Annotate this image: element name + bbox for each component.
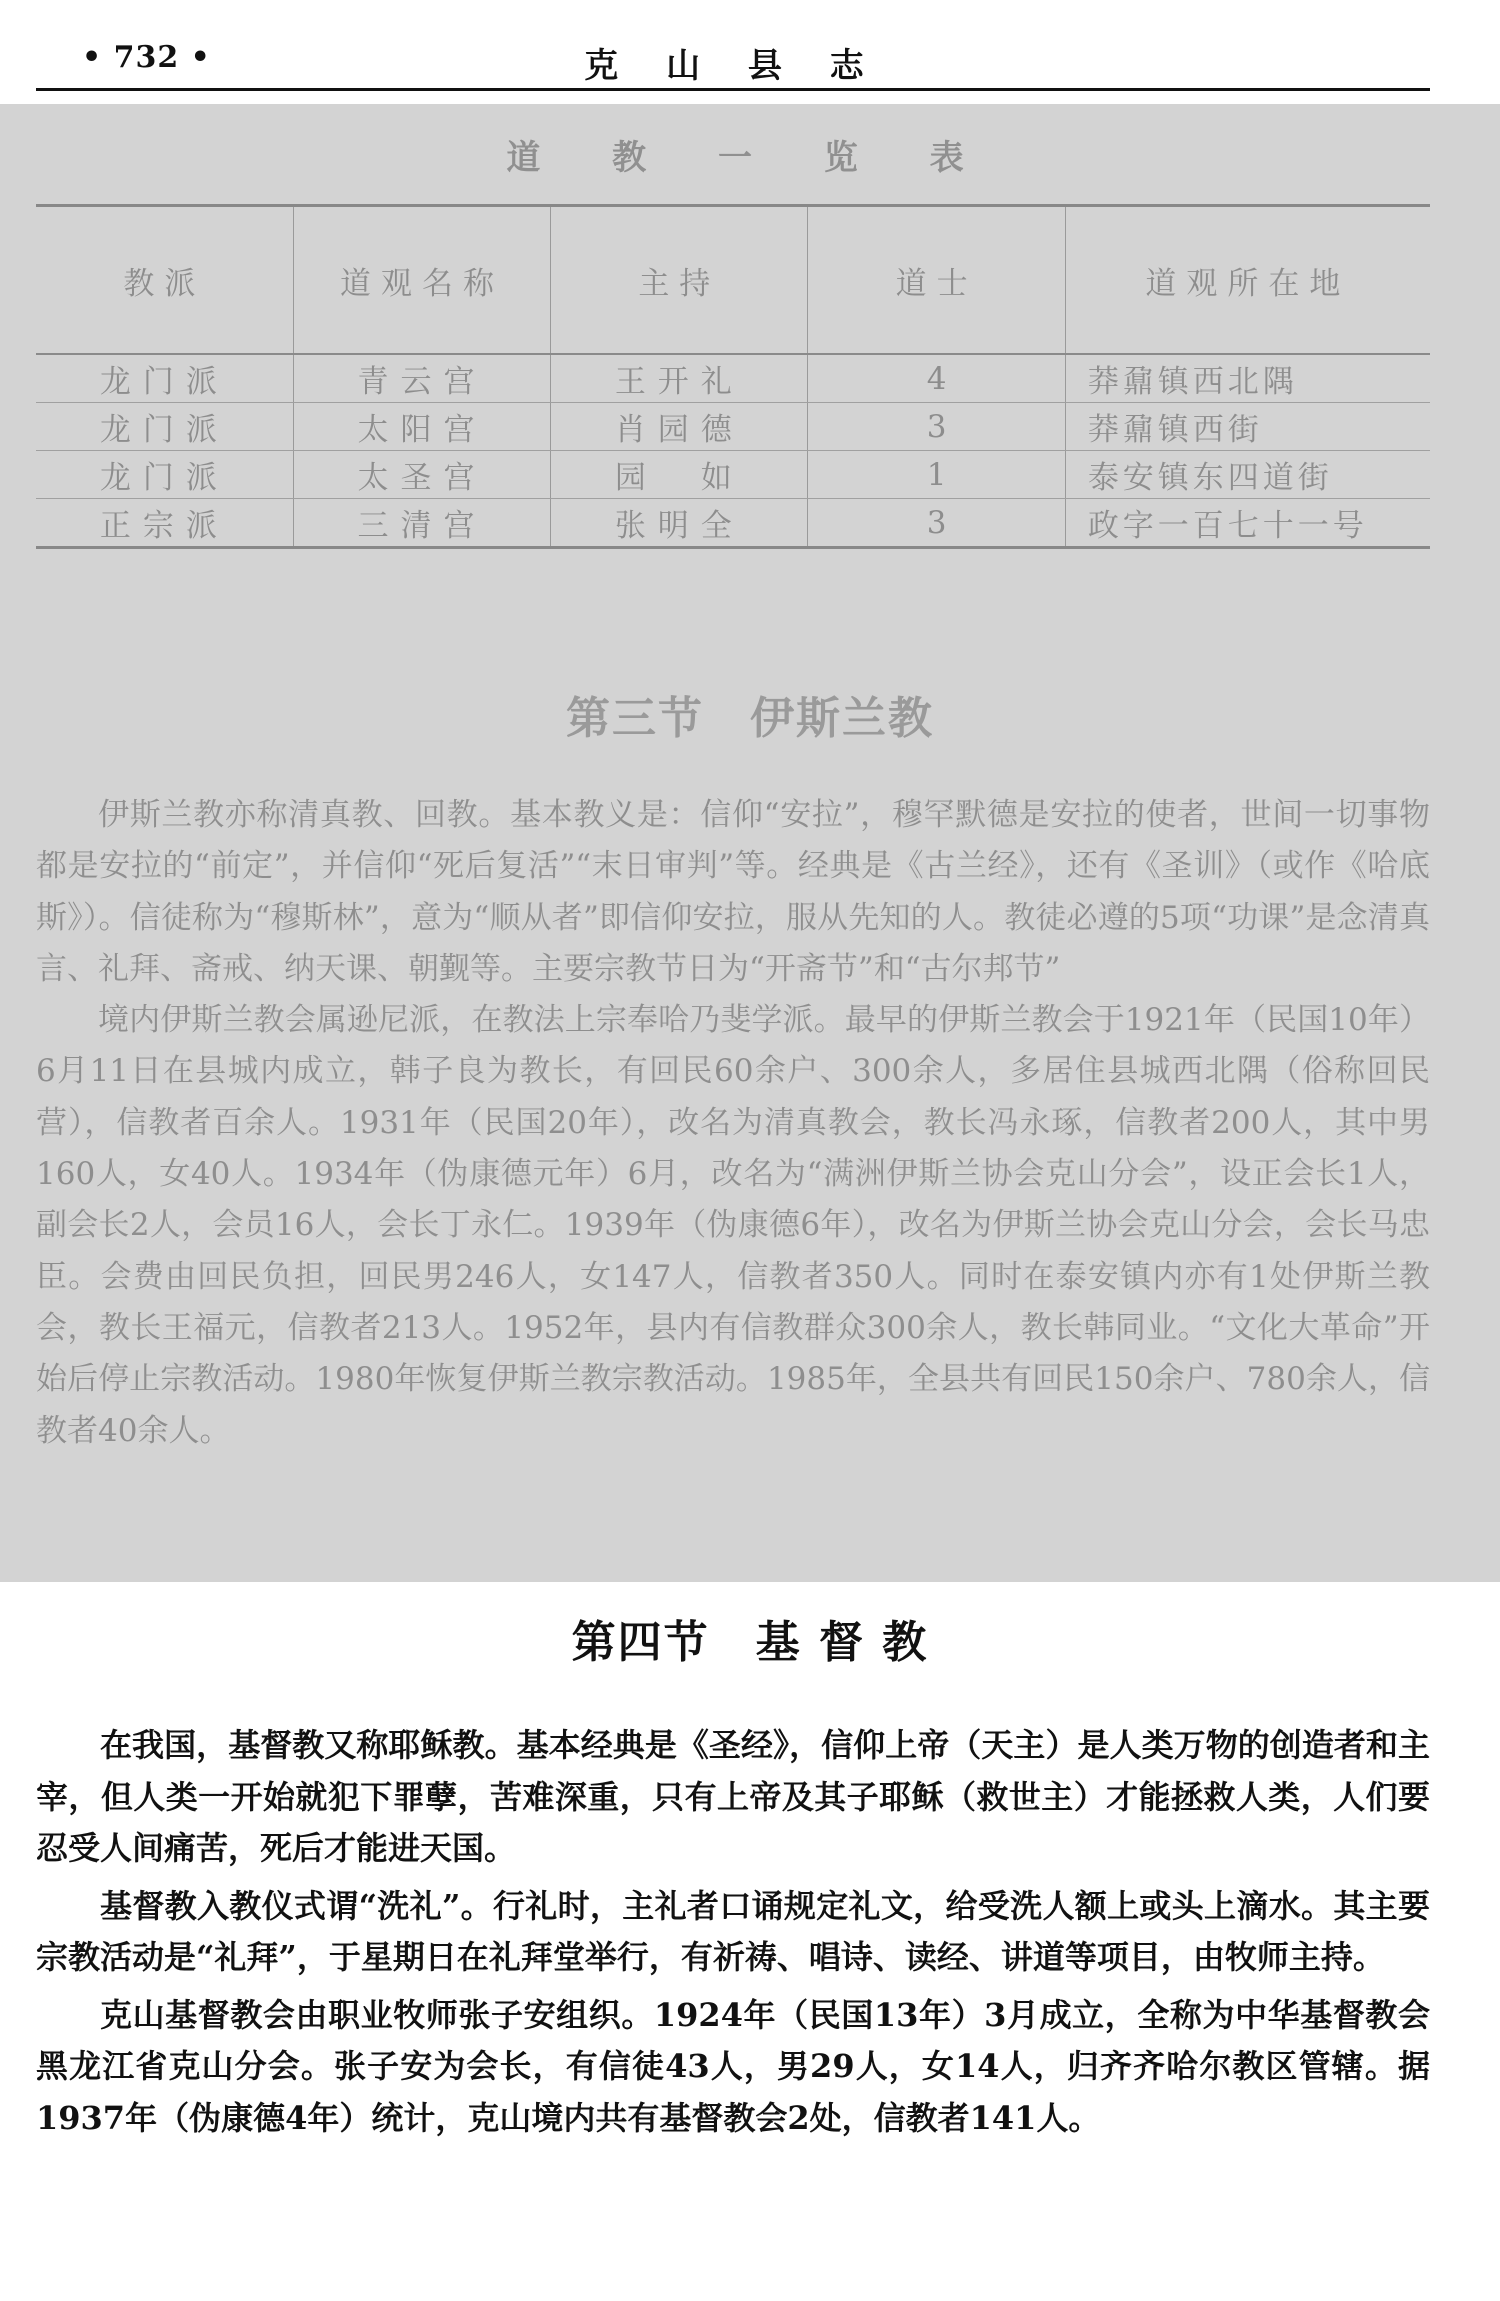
paragraph: 在我国，基督教又称耶稣教。基本经典是《圣经》，信仰上帝（天主）是人类万物的创造者和主宰，但人类一开始就犯下罪孽，苦难深重，只有上帝及其子耶稣（救世主）才能拯救人类，人们要忍受人间痛苦，死后才能进天国。: [36, 1726, 1430, 1867]
cell-host: 园 如: [551, 451, 808, 499]
cell-temple: 三清宫: [293, 499, 550, 548]
header-rule: [36, 88, 1430, 91]
cell-sect: 龙门派: [36, 354, 293, 403]
cell-location: 政字一百七十一号: [1065, 499, 1430, 548]
table-title: 道 教 一 览 表: [506, 138, 994, 178]
section-body-islam: [36, 790, 1430, 1457]
section-body-christianity: [36, 1720, 1430, 2150]
column-header-location: 道观所在地: [1065, 206, 1430, 355]
cell-sect: 龙门派: [36, 451, 293, 499]
column-header-priests: 道士: [808, 206, 1065, 355]
book-title: 克 山 县 志: [584, 46, 882, 86]
column-header-host: 主持: [551, 206, 808, 355]
table-header-row: [36, 206, 1430, 355]
taoism-table: [36, 204, 1430, 549]
cell-temple: 太圣宫: [293, 451, 550, 499]
section-title-christianity: 第四节 基 督 教: [571, 1617, 929, 1668]
cell-location: 莽鼐镇西北隅: [1065, 354, 1430, 403]
paragraph: 克山基督教会由职业牧师张子安组织。1924年（民国13年）3月成立，全称为中华基督教会黑龙江省克山分会。张子安为会长，有信徒43人，男29人，女14人，归齐齐哈尔教区管辖。据1937年（伪康德4年）统计，克山境内共有基督教会2处，信教者141人。: [36, 1995, 1430, 2137]
table-row: [36, 499, 1430, 548]
cell-priests: 3: [808, 403, 1065, 451]
column-header-sect: 教派: [36, 206, 293, 355]
cell-priests: 3: [808, 499, 1065, 548]
table-row: [36, 451, 1430, 499]
cell-sect: 龙门派: [36, 403, 293, 451]
section-title-islam: 第三节 伊斯兰教: [566, 693, 934, 744]
column-header-temple: 道观名称: [293, 206, 550, 355]
shaded-region: [0, 104, 1500, 1582]
cell-host: 张明全: [551, 499, 808, 548]
cell-sect: 正宗派: [99, 508, 229, 544]
cell-location: 泰安镇东四道街: [1065, 451, 1430, 499]
cell-priests: 1: [808, 451, 1065, 499]
page-number: • 732 •: [82, 40, 211, 75]
cell-location: 莽鼐镇西街: [1065, 403, 1430, 451]
cell-host: 王开礼: [551, 354, 808, 403]
paragraph: 伊斯兰教亦称清真教、回教。基本教义是：信仰“安拉”，穆罕默德是安拉的使者，世间一切事物都是安拉的“前定”，并信仰“死后复活”“末日审判”等。经典是《古兰经》，还有《圣训》（或作《哈底斯》）。信徒称为“穆斯林”，意为“顺从者”即信仰安拉，服从先知的人。教徒必遵的5项“功课”是念清真言、礼拜、斋戒、纳天课、朝觐等。主要宗教节日为“开斋节”和“古尔邦节”: [36, 797, 1430, 987]
page-header: [36, 30, 1430, 90]
table-row: [36, 403, 1430, 451]
cell-temple: 青云宫: [293, 354, 550, 403]
paragraph: 基督教入教仪式谓“洗礼”。行礼时，主礼者口诵规定礼文，给受洗人额上或头上滴水。其主要宗教活动是“礼拜”，于星期日在礼拜堂举行，有祈祷、唱诗、读经、讲道等项目，由牧师主持。: [36, 1886, 1430, 1976]
cell-temple: 太阳宫: [293, 403, 550, 451]
cell-host: 肖园德: [551, 403, 808, 451]
table-row: [36, 354, 1430, 403]
paragraph: 境内伊斯兰教会属逊尼派，在教法上宗奉哈乃斐学派。最早的伊斯兰教会于1921年（民国10年）6月11日在县城内成立，韩子良为教长，有回民60余户、300余人，多居住县城西北隅（俗称回民营），信教者百余人。1931年（民国20年），改名为清真教会，教长冯永琢，信教者200人，其中男160人，女40人。1934年（伪康德元年）6月，改名为“满洲伊斯兰协会克山分会”，设正会长1人，副会长2人，会员16人，会长丁永仁。1939年（伪康德6年），改名为伊斯兰协会克山分会，会长马忠臣。会费由回民负担，回民男246人，女147人，信教者350人。同时在泰安镇内亦有1处伊斯兰教会，教长王福元，信教者213人。1952年，县内有信教群众300余人，教长韩同业。“文化大革命”开始后停止宗教活动。1980年恢复伊斯兰教宗教活动。1985年，全县共有回民150余户、780余人，信教者40余人。: [36, 1002, 1430, 1449]
cell-priests: 4: [808, 354, 1065, 403]
